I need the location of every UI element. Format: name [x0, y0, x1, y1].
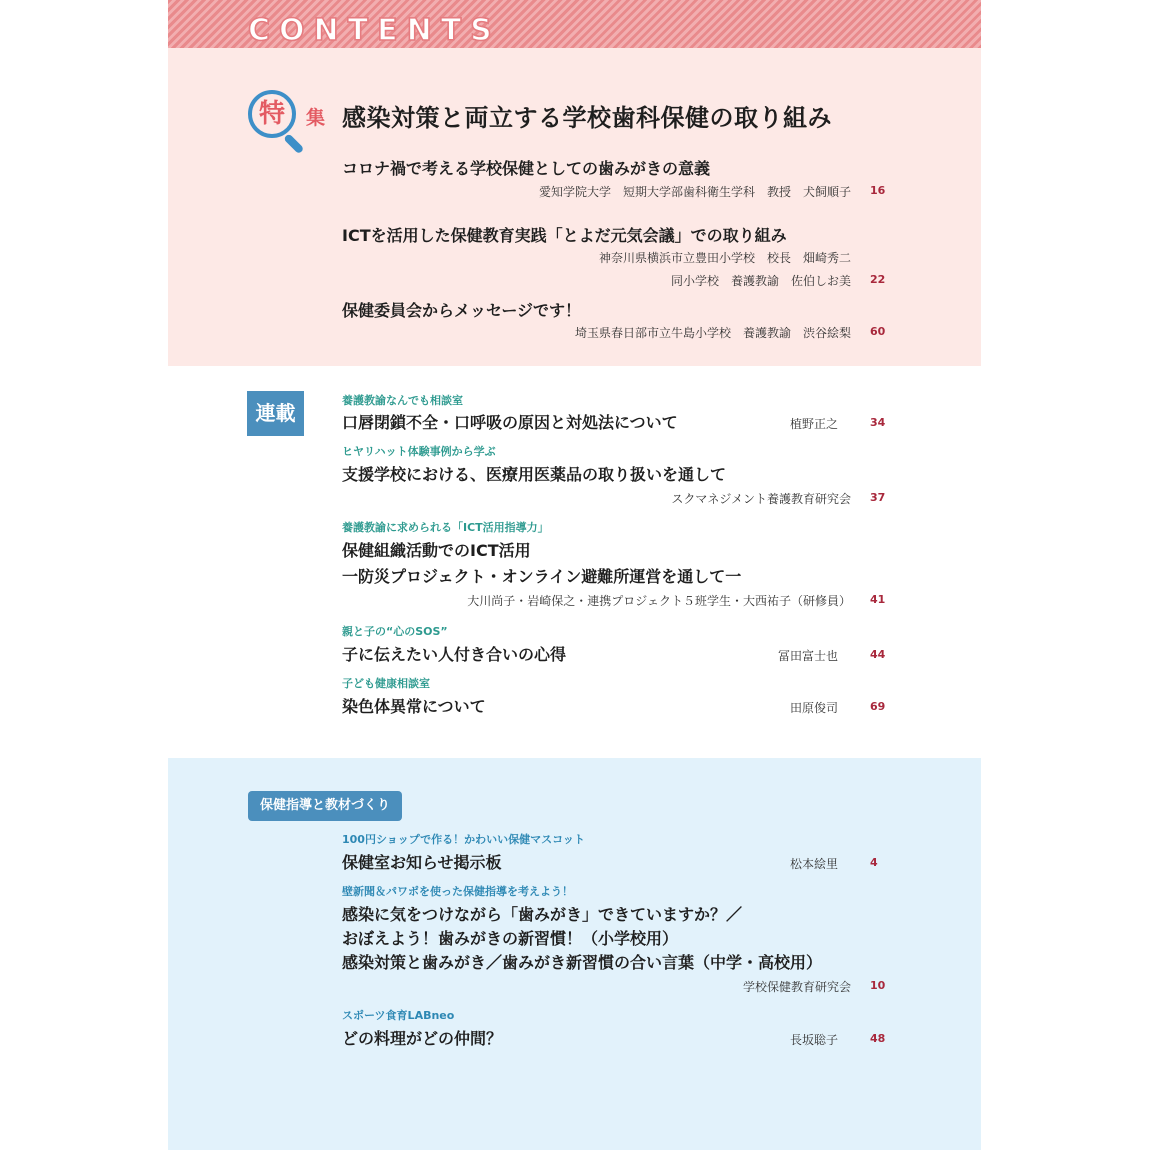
guidance-title[interactable]: おぼえよう！歯みがきの新習慣！（小学校用） [342, 929, 679, 948]
special-mark-sub: 集 [306, 107, 326, 129]
contents-page [168, 0, 981, 1150]
serial-title[interactable]: 染色体異常について [342, 697, 486, 716]
page-number: 16 [870, 184, 886, 197]
special-article-title[interactable]: 保健委員会からメッセージです！ [342, 301, 582, 320]
special-feature-section [168, 48, 981, 366]
page-number: 37 [870, 491, 886, 504]
guidance-author: 学校保健教育研究会 [742, 980, 851, 994]
special-title: 感染対策と両立する学校歯科保健の取り組み [342, 104, 832, 132]
serial-label: 養護教諭に求められる「ICT活用指導力」 [342, 521, 549, 534]
guidance-label: 壁新聞＆パワポを使った保健指導を考えよう！ [342, 885, 573, 898]
page-number: 60 [870, 325, 886, 338]
page-number: 48 [870, 1032, 886, 1045]
serial-title[interactable]: 口唇閉鎖不全・口呼吸の原因と対処法について [342, 413, 678, 432]
serial-author: スクマネジメント養護教育研究会 [671, 492, 851, 506]
serial-title[interactable]: 子に伝えたい人付き合いの心得 [342, 645, 567, 664]
serial-title[interactable]: 支援学校における、医療用医薬品の取り扱いを通して [342, 465, 727, 484]
header-stripe [168, 0, 981, 48]
guidance-title[interactable]: 感染対策と歯みがき／歯みがき新習慣の合い言葉（中学・高校用） [342, 953, 823, 972]
special-article-author: 同小学校 養護教諭 佐伯しお美 [670, 274, 851, 288]
page-number: 41 [870, 593, 886, 606]
guidance-label: 100円ショップで作る！かわいい保健マスコット [342, 833, 585, 846]
serial-label: ヒヤリハット体験事例から学ぶ [342, 445, 496, 458]
guidance-author: 長坂聡子 [790, 1033, 839, 1047]
page-number: 10 [870, 979, 886, 992]
page-number: 44 [870, 648, 886, 661]
page-number: 69 [870, 700, 886, 713]
page-number: 22 [870, 273, 886, 286]
serial-label: 養護教諭なんでも相談室 [342, 394, 463, 407]
serial-author: 植野正之 [790, 417, 839, 431]
special-article-author: 愛知学院大学 短期大学部歯科衛生学科 教授 犬飼順子 [538, 185, 851, 199]
magnifier-icon [248, 90, 306, 148]
serial-title[interactable]: 保健組織活動でのICT活用 [342, 541, 531, 560]
serial-author: 冨田富士也 [778, 649, 839, 663]
serial-label: 子ども健康相談室 [342, 677, 430, 690]
serial-author: 田原俊司 [790, 701, 839, 715]
page-number: 4 [870, 856, 878, 869]
serial-badge: 連載 [247, 391, 304, 436]
serial-author: 大川尚子・岩崎保之・連携プロジェクト５班学生・大西祐子（研修員） [467, 594, 851, 608]
guidance-title[interactable]: 保健室お知らせ掲示板 [342, 853, 502, 872]
special-article-title[interactable]: ICTを活用した保健教育実践「とよだ元気会議」での取り組み [342, 226, 787, 245]
contents-title: CONTENTS [248, 13, 501, 48]
guidance-title[interactable]: どの料理がどの仲間？ [342, 1029, 503, 1048]
guidance-author: 松本絵里 [790, 857, 839, 871]
special-article-title[interactable]: コロナ禍で考える学校保健としての歯みがきの意義 [342, 159, 711, 178]
special-article-author: 神奈川県横浜市立豊田小学校 校長 畑崎秀二 [598, 251, 851, 265]
guidance-badge: 保健指導と教材づくり [248, 791, 402, 821]
magnifier-handle [283, 133, 304, 154]
serial-label: 親と子の“心のSOS” [342, 625, 448, 638]
special-mark: 特 [248, 90, 296, 138]
page-number: 34 [870, 416, 886, 429]
serial-title[interactable]: 一防災プロジェクト・オンライン避難所運営を通して一 [342, 567, 742, 586]
guidance-label: スポーツ食育LABneo [342, 1009, 455, 1022]
special-article-author: 埼玉県春日部市立牛島小学校 養護教諭 渋谷絵梨 [574, 326, 851, 340]
guidance-title[interactable]: 感染に気をつけながら「歯みがき」できていますか？／ [342, 905, 743, 924]
